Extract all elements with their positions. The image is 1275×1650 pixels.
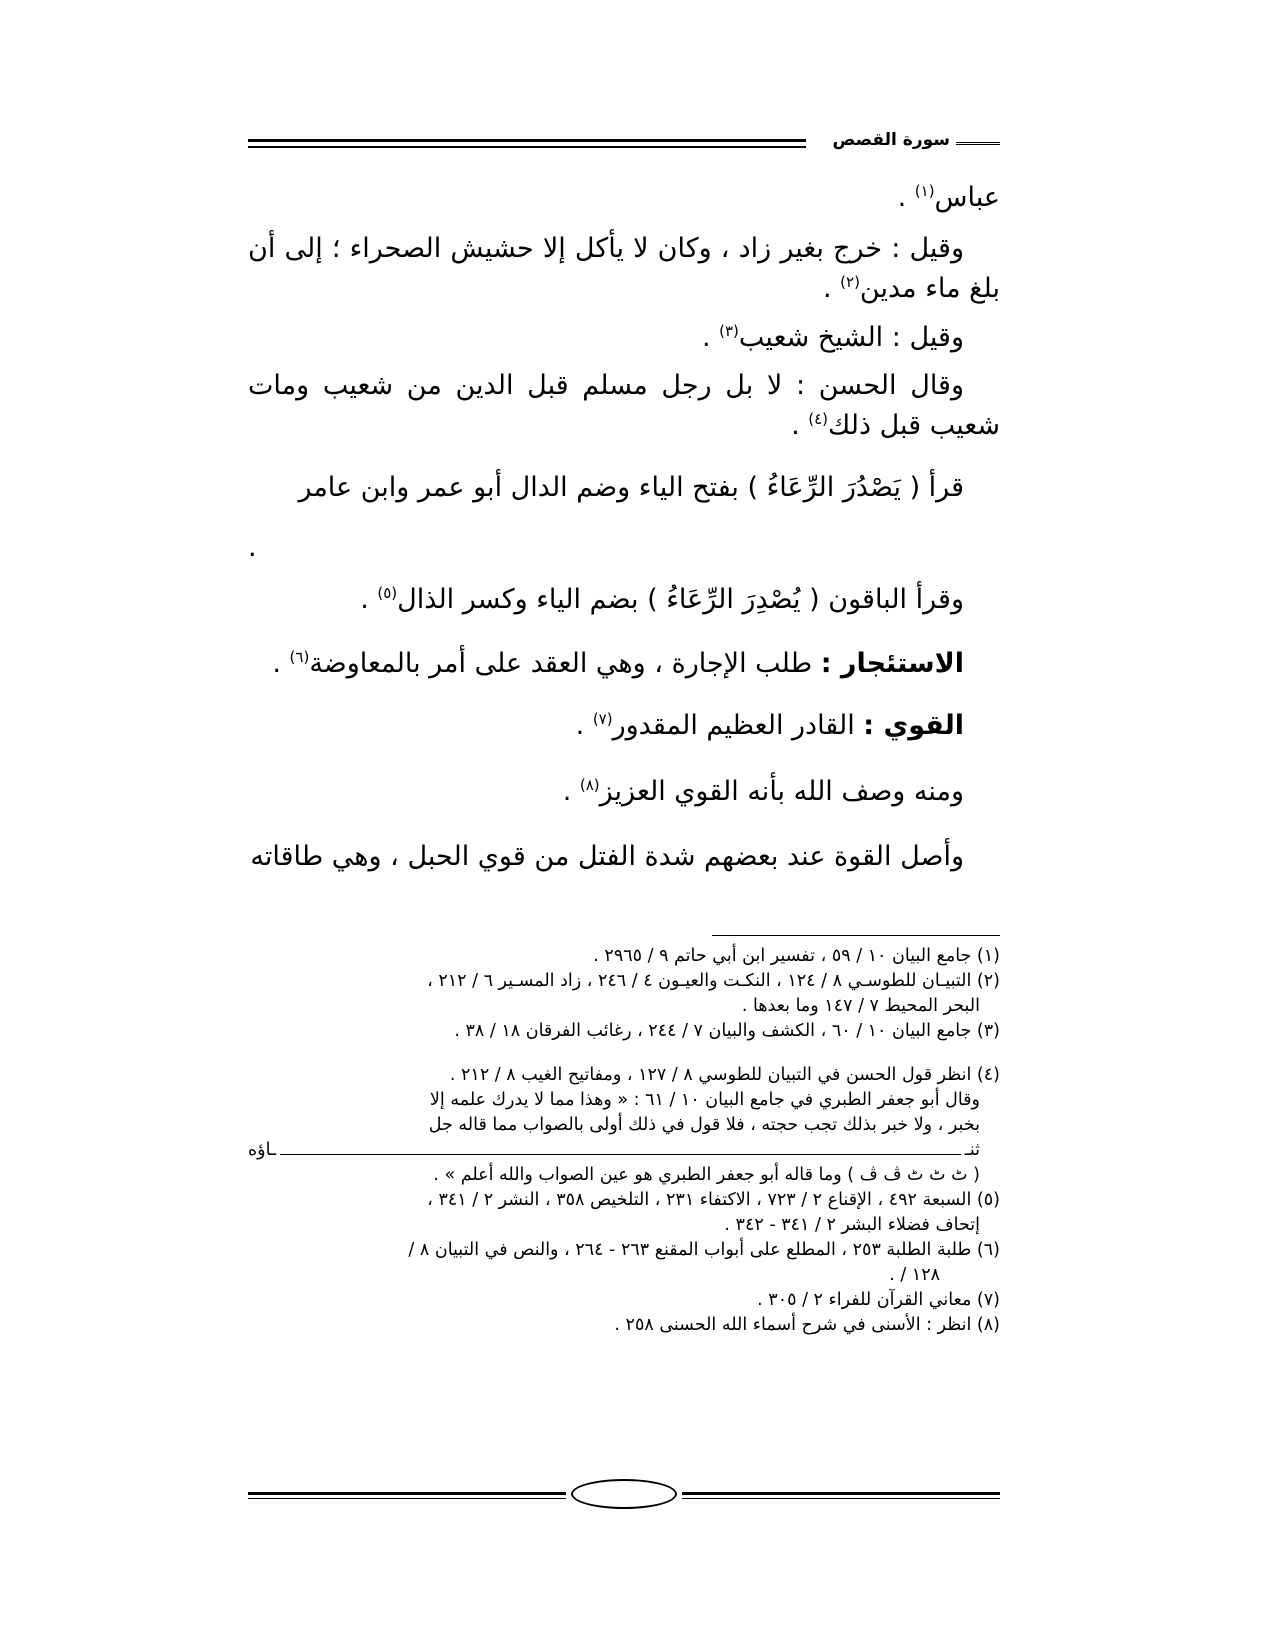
paragraph-1 bbox=[248, 178, 1000, 218]
word-start: ثنـ bbox=[964, 1140, 980, 1160]
paragraph-6 bbox=[248, 580, 1000, 620]
defined-term: الاستئجار : bbox=[820, 648, 964, 679]
defined-term: القوي : bbox=[863, 710, 964, 741]
footer-rule-left bbox=[248, 1492, 566, 1495]
paragraph-9 bbox=[248, 772, 1000, 812]
footnote-3: (٣) جامع البيان ١٠ / ٦٠ ، الكشف والبيان ٧ / ٢٤٤ ، رغائب الفرقان ١٨ / ٣٨ . bbox=[454, 1021, 1000, 1041]
footnote-5-cont: إتحاف فضلاء البشر ٢ / ٣٤١ - ٣٤٢ . bbox=[724, 1215, 980, 1235]
header-rule bbox=[248, 139, 806, 148]
page-number-oval bbox=[571, 1479, 677, 1509]
footnote-4-cont-1: وقال أبو جعفر الطبري في جامع البيان ١٠ / ٦١ : « وهذا مما لا يدرك علمه إلا bbox=[429, 1090, 980, 1110]
footnote-5: (٥) السبعة ٤٩٢ ، الإقناع ٢ / ٧٢٣ ، الاكتفاء ٢٣١ ، التلخيص ٣٥٨ ، النشر ٢ / ٣٤١ ، bbox=[427, 1190, 1000, 1210]
paragraph-text: وقال الحسن : لا بل رجل مسلم قبل الدين من شعيب ومات شعيب قبل ذلك bbox=[248, 370, 1000, 441]
footnote-6: (٦) طلبة الطلبة ٢٥٣ ، المطلع على أبواب المقنع ٢٦٣ - ٢٦٤ ، والنص في التبيان ٨ / bbox=[408, 1240, 1000, 1260]
footnote-4-cont-3: ( ٹ ٹ ٹ ڤ ڤ ) وما قاله أبو جعفر الطبري هو عين الصواب والله أعلم » . bbox=[433, 1165, 980, 1185]
footnote-ref: (٢) bbox=[840, 273, 860, 291]
period: . bbox=[701, 322, 720, 353]
footnote-7: (٧) معاني القرآن للفراء ٢ / ٣٠٥ . bbox=[757, 1290, 1000, 1310]
footnote-6-cont: ١٢٨ / . bbox=[889, 1265, 940, 1285]
paragraph-text: عباس bbox=[934, 182, 1000, 213]
page-footer-ornament bbox=[248, 1476, 1000, 1512]
paragraph-text: وقرأ الباقون ( يُصْدِرَ الرِّعَاءُ ) بضم الياء وكسر الذال bbox=[397, 584, 964, 615]
paragraph-text: القادر العظيم المقدور bbox=[612, 710, 855, 741]
period: . bbox=[897, 182, 915, 213]
footnote-ref: (٧) bbox=[592, 710, 613, 728]
period: . bbox=[562, 776, 580, 807]
footnote-4: (٤) انظر قول الحسن في التبيان للطوسي ٨ / ١٢٧ ، ومفاتيح الغيب ٨ / ٢١٢ . bbox=[449, 1065, 1000, 1085]
paragraph-10 bbox=[248, 837, 1000, 877]
footnote-4-stretched-word bbox=[248, 1138, 1000, 1163]
paragraph-5-end: . bbox=[248, 532, 257, 563]
paragraph-text: وأصل القوة عند بعضهم شدة الفتل من قوي الحبل ، وهي طاقاته bbox=[250, 841, 964, 872]
footnotes bbox=[248, 944, 1000, 1338]
paragraph-5 bbox=[248, 468, 1000, 508]
footer-rule-left-thin bbox=[248, 1498, 566, 1499]
header-short-rule bbox=[956, 142, 1000, 145]
word-end: ـاؤه bbox=[248, 1140, 277, 1160]
paragraph-text: وقيل : خرج بغير زاد ، وكان لا يأكل إلا حشيش الصحراء ؛ إلى أن بلغ ماء مدين bbox=[248, 233, 1000, 304]
period: . bbox=[272, 648, 290, 679]
footnote-1: (١) جامع البيان ١٠ / ٥٩ ، تفسير ابن أبي حاتم ٩ / ٢٩٦٥ . bbox=[593, 946, 1000, 966]
footnote-2: (٢) التبيـان للطوسـي ٨ / ١٢٤ ، النكـت والعيـون ٤ / ٢٤٦ ، زاد المسـير ٦ / ٢١٢ ، bbox=[427, 971, 1000, 991]
footer-rule-right-thin bbox=[682, 1498, 1000, 1499]
footnote-separator bbox=[712, 935, 1000, 936]
footnote-ref: (٦) bbox=[289, 648, 310, 666]
surah-title: سورة القصص bbox=[832, 130, 950, 150]
kashida-line bbox=[280, 1154, 961, 1155]
footnote-ref: (٤) bbox=[808, 410, 829, 428]
paragraph-text: قرأ ( يَصْدُرَ الرِّعَاءُ ) بفتح الياء وضم الدال أبو عمر وابن عامر bbox=[298, 472, 964, 503]
period: . bbox=[822, 273, 841, 304]
paragraph-text: طلب الإجارة ، وهي العقد على أمر بالمعاوضة bbox=[309, 648, 813, 679]
paragraph-2 bbox=[248, 229, 1000, 309]
period: . bbox=[791, 410, 809, 441]
paragraph-3 bbox=[248, 318, 1000, 358]
footnote-8: (٨) انظر : الأسنى في شرح أسماء الله الحسنى ٢٥٨ . bbox=[614, 1315, 1000, 1335]
footnote-ref: (٥) bbox=[377, 584, 398, 602]
paragraph-text: وقيل : الشيخ شعيب bbox=[738, 322, 964, 353]
page-header bbox=[248, 132, 1000, 156]
footer-rule-right bbox=[682, 1492, 1000, 1495]
footnote-ref: (٣) bbox=[719, 322, 739, 340]
paragraph-4 bbox=[248, 366, 1000, 446]
paragraph-text: ومنه وصف الله بأنه القوي العزيز bbox=[599, 776, 964, 807]
period: . bbox=[360, 584, 378, 615]
period: . bbox=[575, 710, 593, 741]
footnote-ref: (١) bbox=[914, 182, 935, 200]
paragraph-8 bbox=[248, 706, 1000, 746]
paragraph-7 bbox=[248, 644, 1000, 684]
footnote-2-cont: البحر المحيط ٧ / ١٤٧ وما بعدها . bbox=[741, 996, 980, 1016]
footnote-4-cont-2: بخبر ، ولا خبر بذلك تجب حجته ، فلا قول في ذلك أولى بالصواب مما قاله جل bbox=[428, 1115, 980, 1135]
footnote-ref: (٨) bbox=[579, 776, 600, 794]
